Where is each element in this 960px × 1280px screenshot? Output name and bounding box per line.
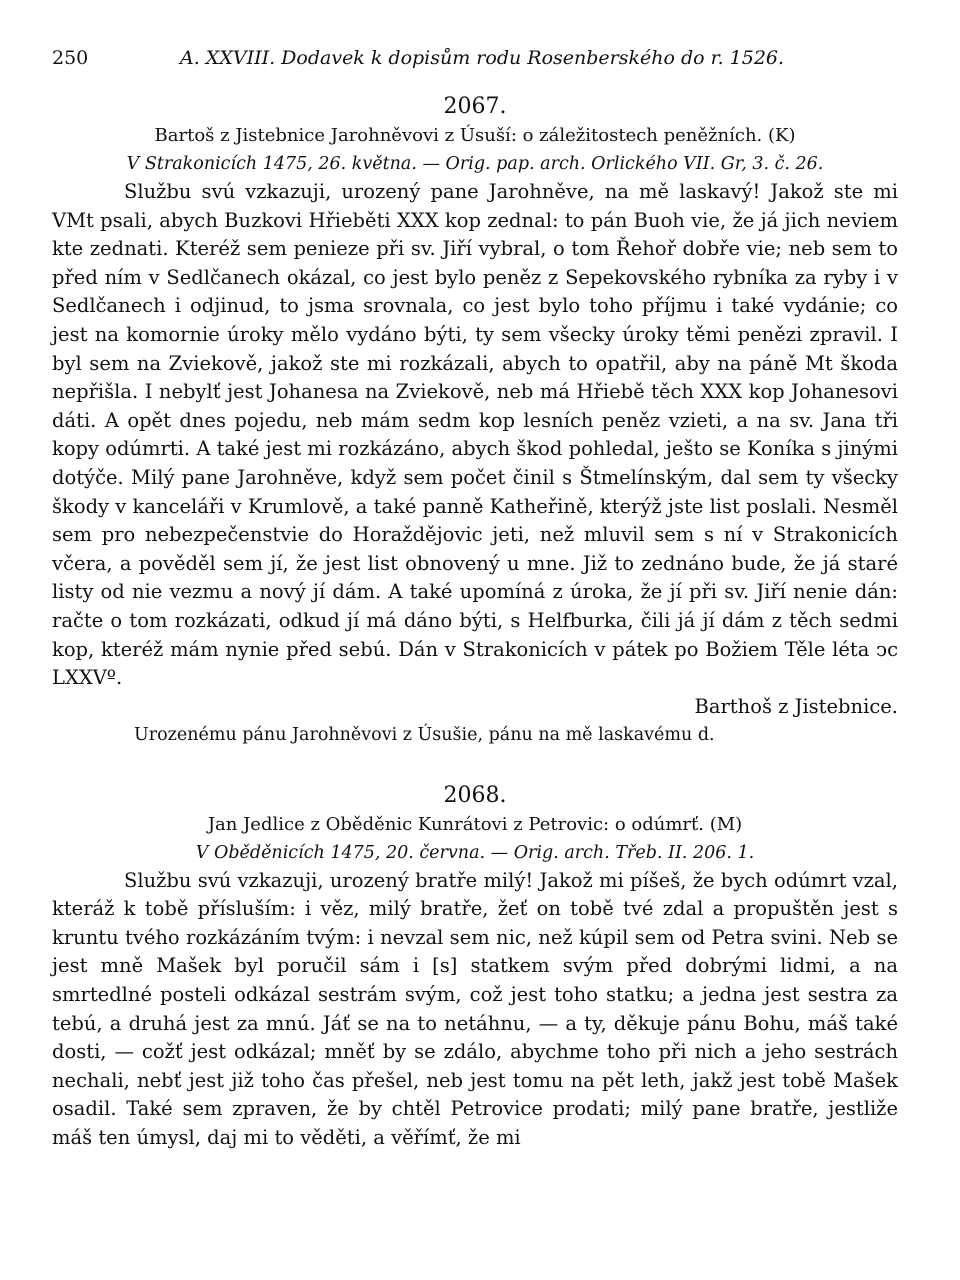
page-number: 250 [52,47,89,69]
letter-body [52,867,898,1153]
book-page [52,40,898,1260]
letter-2068 [52,781,898,1153]
running-header [52,40,898,76]
document-number: 2067. [443,94,507,119]
letter-body [52,178,898,693]
letter-text: Službu svú vzkazuji, urozený bratře milý! Jakož mi píšeš, že bych odúmrt vzal, kteráž k tobě přísluším: i věz, milý bratře, žeť on tobě tvé zdal a propuštěn jest s kruntu tvého rozkázáním tvým: i nevzal sem nic, než kúpil sem od Petra svini. Neb se jest mně Mašek byl poručil sám i [s] statkem svým před dobrými lidmi, a na smrtedlné posteli odkázal sestrám svým, což jest toho statku; a jedna jest sestra za tebú, a druhá jest za mnú. Jáť se na to netáhnu, — a ty, děkuje pánu Bohu, máš také dosti, — cožť jest odkázal; mněť by se zdálo, abychme toho při nich a jeho sestrách nechali, nebť jest již toho čas přešel, neb jest tomu na pět leth, jakž jest tobě Mašek osadil. Také sem zpraven, že by chtěl Petrovice prodati; milý pane bratře, jestliže máš ten úmysl, daj mi to věděti, a věřímť, že mi [52,868,898,1150]
document-source: V Strakonicích 1475, 26. května. — Orig. pap. arch. Orlického VII. Gr, 3. č. 26. [126,154,824,174]
letter-address: Urozenému pánu Jarohněvovi z Úsušie, pánu na mě laskavému d. [134,724,715,745]
document-number: 2068. [443,782,507,808]
letter-text: Službu svú vzkazuji, urozený pane Jarohněve, na mě laskavý! Jakož ste mi VMt psali, abych Buzkovi Hřieběti XXX kop zednal: to pán Buoh vie, že já jich neviem kte zednati. Kteréž sem penieze při sv. Jiří vybral, o tom Řehoř dobře vie; neb sem to před ním v Sedlčanech okázal, co jest bylo peněz z Sepekovského rybníka za ryby i v Sedlčanech i odjinud, to jsma srovnala, co jest bylo toho příjmu i také vydánie; co jest na komornie úroky mělo vydáno býti, ty sem všecky úroky těmi penězi zpravil. I byl sem na Zviekově, jakož ste mi rozkázali, abych to opatřil, aby na páně Mt škoda nepřišla. I nebylť jest Johanesa na Zviekově, neb má Hřiebě těch XXX kop Johanesovi dáti. A opět dnes pojedu, neb mám sedm kop lesních peněz vzieti, a na sv. Jana tři kopy odúmrti. A také jest mi rozkázáno, abych škod pohledal, ješto se Koníka s jinými dotýče. Milý pane Jarohněve, když sem počet činil s Štmelínským, dal sem ty všecky škody v kanceláři v Krumlově, a také panně Katheřině, kterýž jste list poslali. Nesměl sem pro nebezpečenstvie do Horaždějovic jeti, než mluvil sem s ní v Strakonicích včera, a pověděl sem jí, že jest list obnovený u mne. Již to zednáno bude, že já staré listy od nie vezmu a nový jí dám. A také upomíná z úroka, že jí při sv. Jiří nenie dán: račte o tom rozkázati, odkud jí má dáno býti, s Helfburka, čili já jí dám z těch sedmi kop, kteréž mám nynie před sebú. Dán v Strakonicích v pátek po Božiem Těle léta ↄc LXXVº. [52,180,899,690]
letter-signature: Barthoš z Jistebnice. [694,694,898,718]
document-heading: Jan Jedlice z Oběděnic Kunrátovi z Petrovic: o odúmrť. (M) [207,813,743,835]
document-source: V Oběděnicích 1475, 20. června. — Orig. arch. Třeb. II. 206. 1. [195,842,755,863]
document-heading: Bartoš z Jistebnice Jarohněvovi z Úsuší: o záležitostech peněžních. (K) [154,125,796,146]
running-title: A. XXVIII. Dodavek k dopisům rodu Rosenberského do r. 1526. [180,47,785,69]
letter-2067 [52,92,898,749]
